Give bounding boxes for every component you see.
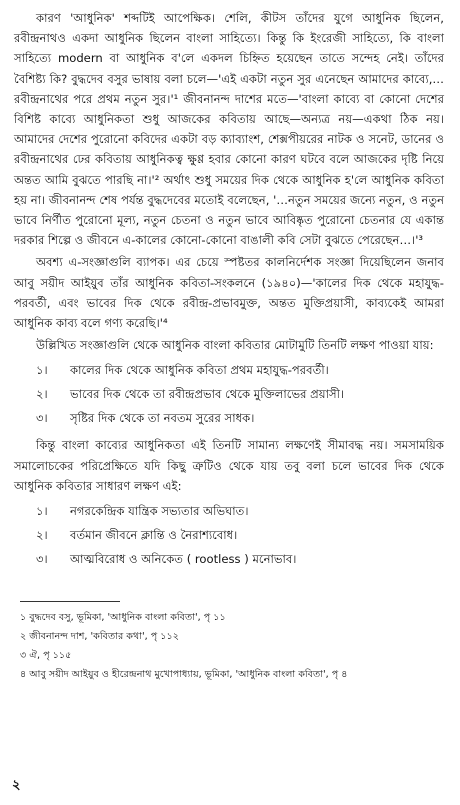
list-item-number: ২। <box>36 387 48 402</box>
list-item <box>36 523 444 547</box>
list-item-text: আত্মবিরোধ ও অনিকেত ( rootless ) মনোভাব। <box>70 552 297 567</box>
list-item-number: ২। <box>36 528 48 543</box>
list-item-text: ভাবের দিক থেকে তা রবীন্দ্রপ্রভাব থেকে মুক্তিলাভের প্রয়াসী। <box>70 387 345 402</box>
list-item-number: ৩। <box>36 552 48 567</box>
footnote-1: ১ বুদ্ধদেব বসু, ভূমিকা, 'আধুনিক বাংলা কবিতা', পৃ ১১ <box>20 612 226 624</box>
list-item <box>36 406 444 430</box>
body-paragraph-2: অবশ্য এ-সংজ্ঞাগুলি ব্যাপক। এর চেয়ে স্পষ্টতর কালনির্দেশক সংজ্ঞা দিয়েছিলেন জনাব আবু সয়ীদ আইয়ুব তাঁর আধুনিক কবিতা-সংকলনে (১৯৪০)—'কালের দিক থেকে মহাযুদ্ধ-পরবর্তী, এবং ভাবের দিক থেকে রবীন্দ্র-প্রভাবমুক্ত, অন্তত মুক্তিপ্রয়াসী, কাব্যকেই আমরা আধুনিক কাব্য বলে গণ্য করেছি।'⁴ <box>14 255 444 331</box>
body-paragraph-4: কিন্তু বাংলা কাব্যের আধুনিকতা এই তিনটি সামান্য লক্ষণেই সীমাবদ্ধ নয়। সমসাময়িক সমালোচকের পরিপ্রেক্ষিতে যদি কিছু ত্রুটিও থেকে যায় তবু বলা চলে ভাবের দিক থেকে আধুনিক কবিতার সাধারণ লক্ষণ এই: <box>14 438 444 493</box>
footnote-2: ২ জীবনানন্দ দাশ, 'কবিতার কথা', পৃ ১১২ <box>20 631 179 643</box>
traits-list <box>36 358 444 430</box>
list-item-text: সৃষ্টির দিক থেকে তা নবতম সুরের সাধক। <box>70 411 255 426</box>
footnote-divider <box>20 601 120 602</box>
footnote-3: ৩ ঐ, পৃ ১১৫ <box>20 650 72 662</box>
features-list <box>36 499 444 571</box>
page-number: ২ <box>12 778 21 793</box>
list-item-number: ১। <box>36 363 48 378</box>
list-item-number: ১। <box>36 504 48 519</box>
list-item-text: বর্তমান জীবনে ক্লান্তি ও নৈরাশ্যবোধ। <box>70 528 238 543</box>
list-item-text: কালের দিক থেকে আধুনিক কবিতা প্রথম মহাযুদ্ধ-পরবর্তী। <box>70 363 329 378</box>
list-item <box>36 499 444 523</box>
list-item <box>36 547 444 571</box>
list-item-text: নগরকেন্দ্রিক যান্ত্রিক সভ্যতার অভিঘাত। <box>70 504 249 519</box>
list-item-number: ৩। <box>36 411 48 426</box>
list-item <box>36 382 444 406</box>
list-item <box>36 358 444 382</box>
body-paragraph-3: উল্লিখিত সংজ্ঞাগুলি থেকে আধুনিক বাংলা কবিতার মোটামুটি তিনটি লক্ষণ পাওয়া যায়: <box>36 338 434 353</box>
footnote-4: ৪ আবু সয়ীদ আইয়ুব ও হীরেন্দ্রনাথ মুখোপাধ্যায়, ভূমিকা, 'আধুনিক বাংলা কবিতা', পৃ ৪ <box>20 669 348 681</box>
body-paragraph-1: কারণ 'আধুনিক' শব্দটিই আপেক্ষিক। শেলি, কীটস তাঁদের যুগে আধুনিক ছিলেন, রবীন্দ্রনাথও একদা আধুনিক ছিলেন বাংলা সাহিত্যে। কিন্তু কি ইংরেজী সাহিত্যে, কি বাংলা সাহিত্যে modern বা আধুনিক ব'লে একদল চিহ্নিত হয়েছেন তাতে সন্দেহ নেই। তাঁদের বৈশিষ্ট্য কি? বুদ্ধদেব বসুর ভাষায় বলা চলে—'এই একটা নতুন সুর এনেছেন আমাদের কাব্যে,…রবীন্দ্রনাথের পরে প্রথম নতুন সুর।'¹ জীবনানন্দ দাশের মতে—'বাংলা কাব্যে বা কোনো দেশের বিশিষ্ট কাব্যে আধুনিকতা শুধু আজকের কবিতায় আছে—অন্যত্র নয়—একথা ঠিক নয়। আমাদের দেশের পুরোনো কবিদের একটা বড় ক্যাব্যাংশ, শেক্সপীয়রের নাটক ও সনেট, ডানের ও রবীন্দ্রনাথের ঢের কবিতায় আধুনিকত্ব ক্ষুণ্ণ হবার কোনো কারণ ঘটবে বলে আজকের দৃষ্টি নিয়ে অন্তত আমি বুঝতে পারছি না।'² অর্থাৎ শুধু সময়ের দিক থেকে আধুনিক হ'লে আধুনিক কবিতা হয় না। জীবনানন্দ শেষ পর্যন্ত বুদ্ধদেবের মতোই বলেছেন, '…নতুন সময়ের জন্যে নতুন, ও নতুন ভাবে নির্ণীত পুরোনো মূল্য, নতুন চেতনা ও নতুন ভাবে আবিষ্কৃত পুরোনো চেতনার যে একান্ত দরকার শিল্পে ও জীবনে এ-কালের কোনো-কোনো বাঙালী কবি সেটা বুঝতে পেরেছেন…।'³ <box>14 11 444 248</box>
